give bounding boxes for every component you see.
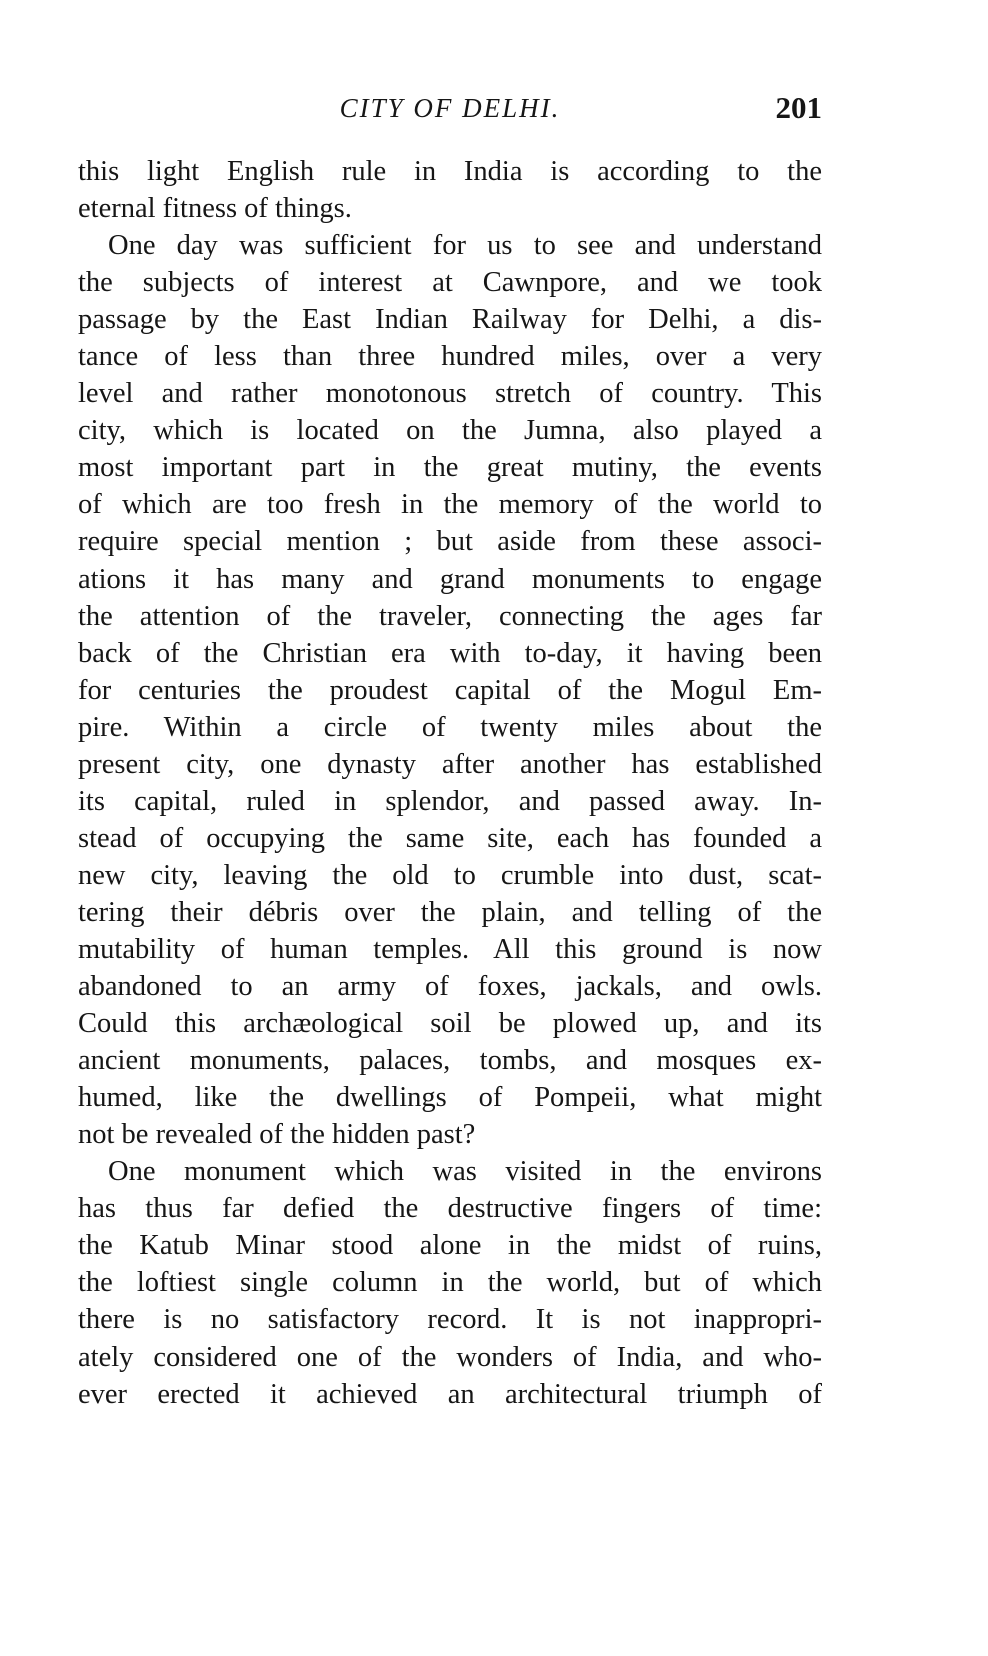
text-line: humed, like the dwellings of Pompeii, what might (78, 1082, 822, 1114)
body-text (78, 153, 822, 1413)
text-line: the Katub Minar stood alone in the midst of ruins, (78, 1230, 822, 1262)
text-line: passage by the East Indian Railway for Delhi, a dis- (78, 304, 822, 336)
text-line: ately considered one of the wonders of India, and who- (78, 1341, 822, 1373)
text-line: tering their débris over the plain, and telling of the (78, 896, 822, 928)
text-line: One monument which was visited in the environs (108, 1156, 822, 1188)
text-line: present city, one dynasty after another has established (78, 748, 822, 780)
text-line: city, which is located on the Jumna, also played a (78, 415, 822, 447)
text-line: mutability of human temples. All this ground is now (78, 933, 822, 965)
text-line: ations it has many and grand monuments to engage (78, 563, 822, 595)
text-line: this light English rule in India is according to the (78, 156, 822, 187)
text-line: of which are too fresh in the memory of the world to (78, 489, 822, 521)
text-line: ever erected it achieved an architectural triumph of (78, 1378, 822, 1410)
text-line: the attention of the traveler, connecting the ages far (78, 600, 822, 632)
text-line: ancient monuments, palaces, tombs, and mosques ex- (78, 1045, 822, 1077)
text-line: level and rather monotonous stretch of country. This (78, 378, 822, 410)
text-line: for centuries the proudest capital of the Mogul Em- (78, 674, 822, 706)
text-line: eternal fitness of things. (78, 193, 352, 225)
text-line: back of the Christian era with to-day, it having been (78, 637, 822, 669)
text-line: One day was sufficient for us to see and understand (108, 230, 822, 262)
text-line: the subjects of interest at Cawnpore, and we took (78, 267, 822, 299)
text-line: most important part in the great mutiny, the events (78, 452, 822, 484)
text-line: pire. Within a circle of twenty miles about the (78, 711, 822, 743)
text-line: not be revealed of the hidden past? (78, 1119, 476, 1151)
page-number: 201 (775, 90, 822, 125)
page-header (78, 88, 822, 128)
text-line: Could this archæological soil be plowed up, and its (78, 1008, 822, 1040)
text-line: abandoned to an army of foxes, jackals, and owls. (78, 971, 822, 1003)
text-line: tance of less than three hundred miles, over a very (78, 341, 822, 373)
text-line: new city, leaving the old to crumble into dust, scat- (78, 859, 822, 891)
text-line: stead of occupying the same site, each has founded a (78, 822, 822, 854)
text-line: the loftiest single column in the world, but of which (78, 1267, 822, 1299)
text-line: has thus far defied the destructive fingers of time: (78, 1193, 822, 1225)
running-title: CITY OF DELHI. (339, 93, 561, 123)
text-line: its capital, ruled in splendor, and passed away. In- (78, 785, 822, 817)
text-line: there is no satisfactory record. It is not inappropri- (78, 1304, 822, 1336)
text-line: require special mention ; but aside from these associ- (78, 526, 822, 558)
